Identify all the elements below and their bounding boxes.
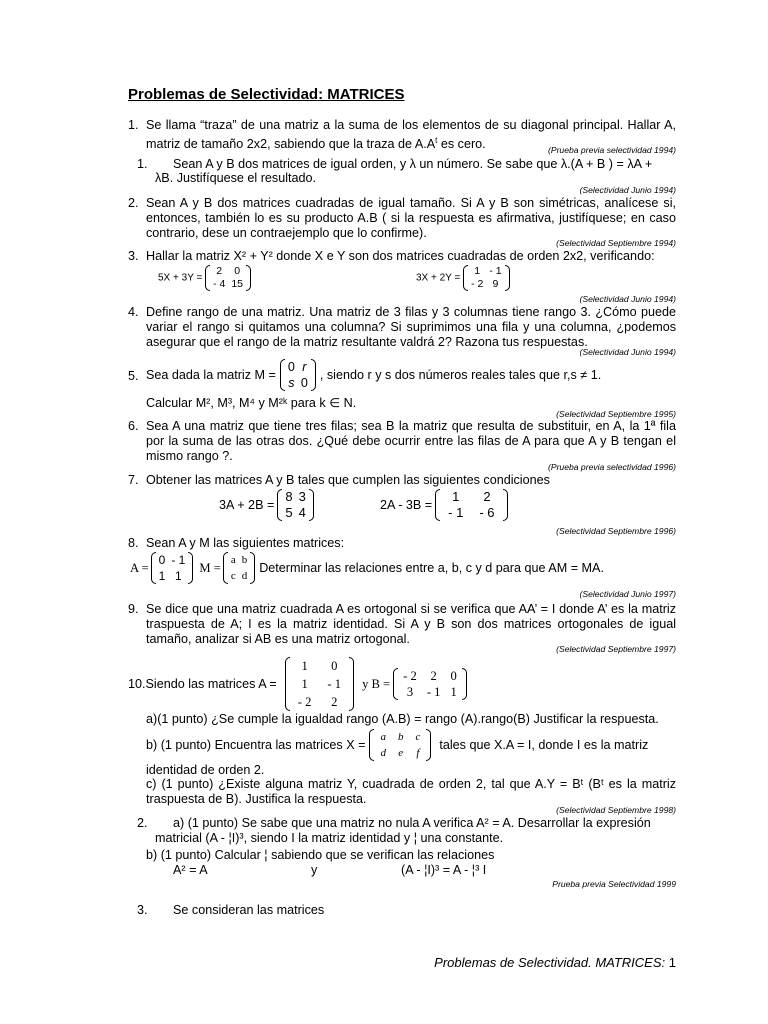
- equation-2a3b: 2A - 3B = 1 2 - 1 - 6: [380, 487, 508, 523]
- page-footer: [434, 955, 676, 970]
- problem-source: (Selectividad Septiembre 1994): [556, 238, 676, 248]
- problem-number: 9.: [128, 602, 139, 616]
- matrix-a: 1 0 1 - 1 - 2 2: [285, 657, 354, 711]
- problem-source: (Prueba previa selectividad 1996): [547, 462, 676, 472]
- problem-10-matrices: 10. Siendo las matrices A = 1 0 1 - 1 - 2 2 y B = - 2 2 0 3 - 1 1: [128, 656, 467, 712]
- problem-5-line2: Calcular M², M³, M⁴ y M²ᵏ para k ∈ N.: [146, 396, 357, 410]
- matrix-a: 0 - 1 1 1: [151, 552, 194, 584]
- relation-1: A² = A: [173, 863, 208, 877]
- problem-number: 6.: [128, 419, 139, 433]
- problem-1-text: Se llama “traza” de una matriz a la suma de los elementos de su diagonal principal. Hallar A, matriz de tamaño 2x2, sabiendo que la traza de $A.A^t$ es cero.: [146, 118, 676, 152]
- matrix: 2 0 - 4 15: [205, 265, 251, 291]
- equation-3a2b: 3A + 2B = 8 3 5 4: [219, 487, 314, 523]
- problem-number: 8.: [128, 536, 139, 550]
- problem-6-text: Sea A una matriz que tiene tres filas; sea B la matriz que resulta de substituir, en A, la 1ª fila por la suma de las otras dos. ¿Qué debe ocurrir entre las filas de A para que A y B tengan el mismo rango ?.: [146, 419, 676, 463]
- matrix-x: a b c d e f: [369, 729, 431, 761]
- relation-and: y: [311, 863, 318, 877]
- problem-source: (Selectividad Septiembre 1997): [556, 644, 676, 654]
- problem-source: (Selectividad Septiembre 1996): [556, 526, 676, 536]
- problem-source: (Prueba previa selectividad 1994): [547, 145, 676, 155]
- page-title: Problemas de Selectividad: MATRICES: [128, 86, 405, 103]
- equation-3x2y: 3X + 2Y = 1 - 1 - 2 9: [416, 265, 510, 291]
- problem-source: (Selectividad Septiembre 1995): [556, 409, 676, 419]
- matrix: 8 3 5 4: [277, 489, 313, 521]
- problem-number: 3.: [128, 249, 139, 263]
- problem-number: 1.: [137, 157, 148, 171]
- problem-number: 2.: [128, 196, 139, 210]
- problem-number: 3.: [137, 903, 148, 917]
- matrix-m: 0 r s 0: [280, 359, 316, 391]
- problem-1b-line1: Sean A y B dos matrices de igual orden, y λ un número. Se sabe que λ.(A + B ) = λA +: [173, 157, 653, 171]
- problem-9-text: Se dice que una matriz cuadrada A es ortogonal si se verifica que AA’ = I donde A’ es la matriz traspuesta de A; I es la matriz identidad. Si A y B son dos matrices ortogonales de igual tamaño, analizar si AB es una matriz ortogonal.: [146, 602, 676, 646]
- problem-2b-part-b: b) (1 punto) Calcular ¦ sabiendo que se verifican las relaciones: [146, 848, 495, 862]
- problem-8-equations: A = 0 - 1 1 1 M = a b c d Determinar las relaciones entre a, b, c y d para que AM = MA.: [130, 553, 604, 583]
- problem-source: (Selectividad Junio 1994): [579, 294, 676, 304]
- problem-10-part-b-line2: identidad de orden 2.: [146, 763, 265, 777]
- matrix-m: a b c d: [223, 552, 255, 584]
- problem-2-text: Sean A y B dos matrices cuadradas de igual tamaño. Si A y B son simétricas, analícese si, entonces, también lo es su producto A.B ( si la respuesta es afirmativa, justifíquese; en caso contrario, dese un contraejemplo que lo confirme).: [146, 196, 676, 240]
- problem-10-part-b: b) (1 punto) Encuentra las matrices X = a b c d e f tales que X.A = I, donde I es la matriz: [146, 731, 649, 759]
- page-number: 1: [668, 955, 676, 970]
- matrix: 1 2 - 1 - 6: [435, 489, 507, 521]
- problem-1b-line2: λB. Justifíquese el resultado.: [155, 171, 317, 185]
- problem-source: (Selectividad Junio 1994): [579, 347, 676, 357]
- problem-number: 1.: [128, 118, 139, 132]
- relation-2: (A - ¦I)³ = A - ¦³ I: [401, 863, 487, 877]
- problem-source: (Selectividad Septiembre 1998): [556, 805, 676, 815]
- problem-number: 5.: [128, 369, 139, 383]
- footer-label: Problemas de Selectividad. MATRICES:: [434, 955, 666, 970]
- problem-number: 2.: [137, 816, 148, 830]
- problem-8-text: Sean A y M las siguientes matrices:: [146, 536, 345, 550]
- problem-3-text: Hallar la matriz X² + Y² donde X e Y son dos matrices cuadradas de orden 2x2, verificando:: [146, 249, 655, 263]
- problem-4-text: Define rango de una matriz. Una matriz de 3 filas y 3 columnas tiene rango 3. ¿Cómo puede variar el rango si quitamos una columna? Si suprimimos una fila y una columna, ¿podemos asegurar que el rango de la matriz resultante valdrá 2? Razona tus respuestas.: [146, 305, 676, 349]
- problem-number: 4.: [128, 305, 139, 319]
- equation-5x3y: 5X + 3Y = 2 0 - 4 15: [158, 265, 251, 291]
- problem-source: (Selectividad Junio 1994): [579, 185, 676, 195]
- problem-7-text: Obtener las matrices A y B tales que cumplen las siguientes condiciones: [146, 473, 550, 487]
- problem-5-line1: Sea dada la matriz M = 0 r s 0 , siendo r y s dos números reales tales que r,s ≠ 1.: [146, 360, 602, 390]
- problem-10-part-a: a)(1 punto) ¿Se cumple la igualdad rango (A.B) = rango (A).rango(B) Justificar la respuesta.: [146, 712, 659, 726]
- problem-2b-line1: a) (1 punto) Se sabe que una matriz no nula A verifica A² = A. Desarrollar la expresión: [173, 816, 651, 830]
- matrix-b: - 2 2 0 3 - 1 1: [393, 668, 467, 700]
- problem-source: (Selectividad Junio 1997): [579, 589, 676, 599]
- problem-3b-text: Se consideran las matrices: [173, 903, 325, 917]
- problem-10-part-c: c) (1 punto) ¿Existe alguna matriz Y, cuadrada de orden 2, tal que A.Y = Bᵗ (Bᵗ es la matriz traspuesta de B). Justifica la respuesta.: [146, 777, 676, 806]
- matrix: 1 - 1 - 2 9: [463, 265, 510, 291]
- problem-source: Prueba previa Selectividad 1999: [552, 879, 676, 889]
- problem-2b-line2: matricial (A - ¦I)³, siendo I la matriz identidad y ¦ una constante.: [155, 831, 504, 845]
- problem-number: 7.: [128, 473, 139, 487]
